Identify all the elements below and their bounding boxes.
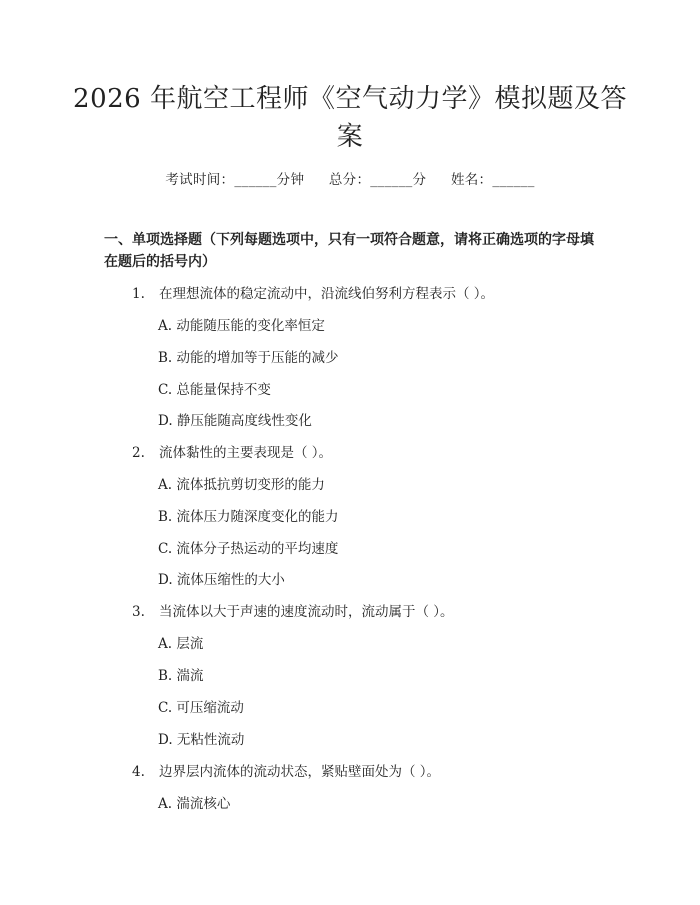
exam-time: 考试时间：______分钟 (165, 172, 305, 188)
option-b: B. 动能的增加等于压能的减少 (158, 350, 339, 366)
document-title: 2026 年航空工程师《空气动力学》模拟题及答案 (73, 84, 627, 152)
option-a: A. 动能随压能的变化率恒定 (158, 318, 325, 334)
exam-name: 姓名：______ (450, 172, 535, 188)
question-number: 1. (132, 286, 145, 302)
exam-meta (0, 168, 700, 188)
question-text: 在理想流体的稳定流动中，沿流线伯努利方程表示（ ）。 (159, 286, 495, 302)
option-a: A. 湍流核心 (158, 796, 231, 812)
question-text: 边界层内流体的流动状态，紧贴壁面处为（ ）。 (159, 764, 441, 780)
question-number: 4. (132, 764, 145, 780)
option-c: C. 总能量保持不变 (158, 382, 271, 398)
question-4 (132, 760, 440, 780)
exam-score: 总分：______分 (328, 172, 427, 188)
option-c: C. 流体分子热运动的平均速度 (158, 541, 339, 557)
option-b: B. 流体压力随深度变化的能力 (158, 509, 339, 525)
section-heading: 一、单项选择题（下列每题选项中，只有一项符合题意，请将正确选项的字母填在题后的括号内） (104, 232, 594, 270)
question-2 (132, 441, 332, 461)
option-d: D. 静压能随高度线性变化 (158, 413, 312, 429)
option-a: A. 层流 (158, 636, 204, 652)
option-a: A. 流体抵抗剪切变形的能力 (158, 477, 325, 493)
question-3 (132, 600, 454, 620)
question-number: 3. (132, 604, 145, 620)
question-1 (132, 282, 494, 302)
option-d: D. 流体压缩性的大小 (158, 572, 285, 588)
question-number: 2. (132, 445, 145, 461)
option-b: B. 湍流 (158, 668, 204, 684)
question-text: 当流体以大于声速的速度流动时，流动属于（ ）。 (159, 604, 454, 620)
question-text: 流体黏性的主要表现是（ ）。 (159, 445, 333, 461)
option-c: C. 可压缩流动 (158, 700, 244, 716)
option-d: D. 无粘性流动 (158, 732, 245, 748)
